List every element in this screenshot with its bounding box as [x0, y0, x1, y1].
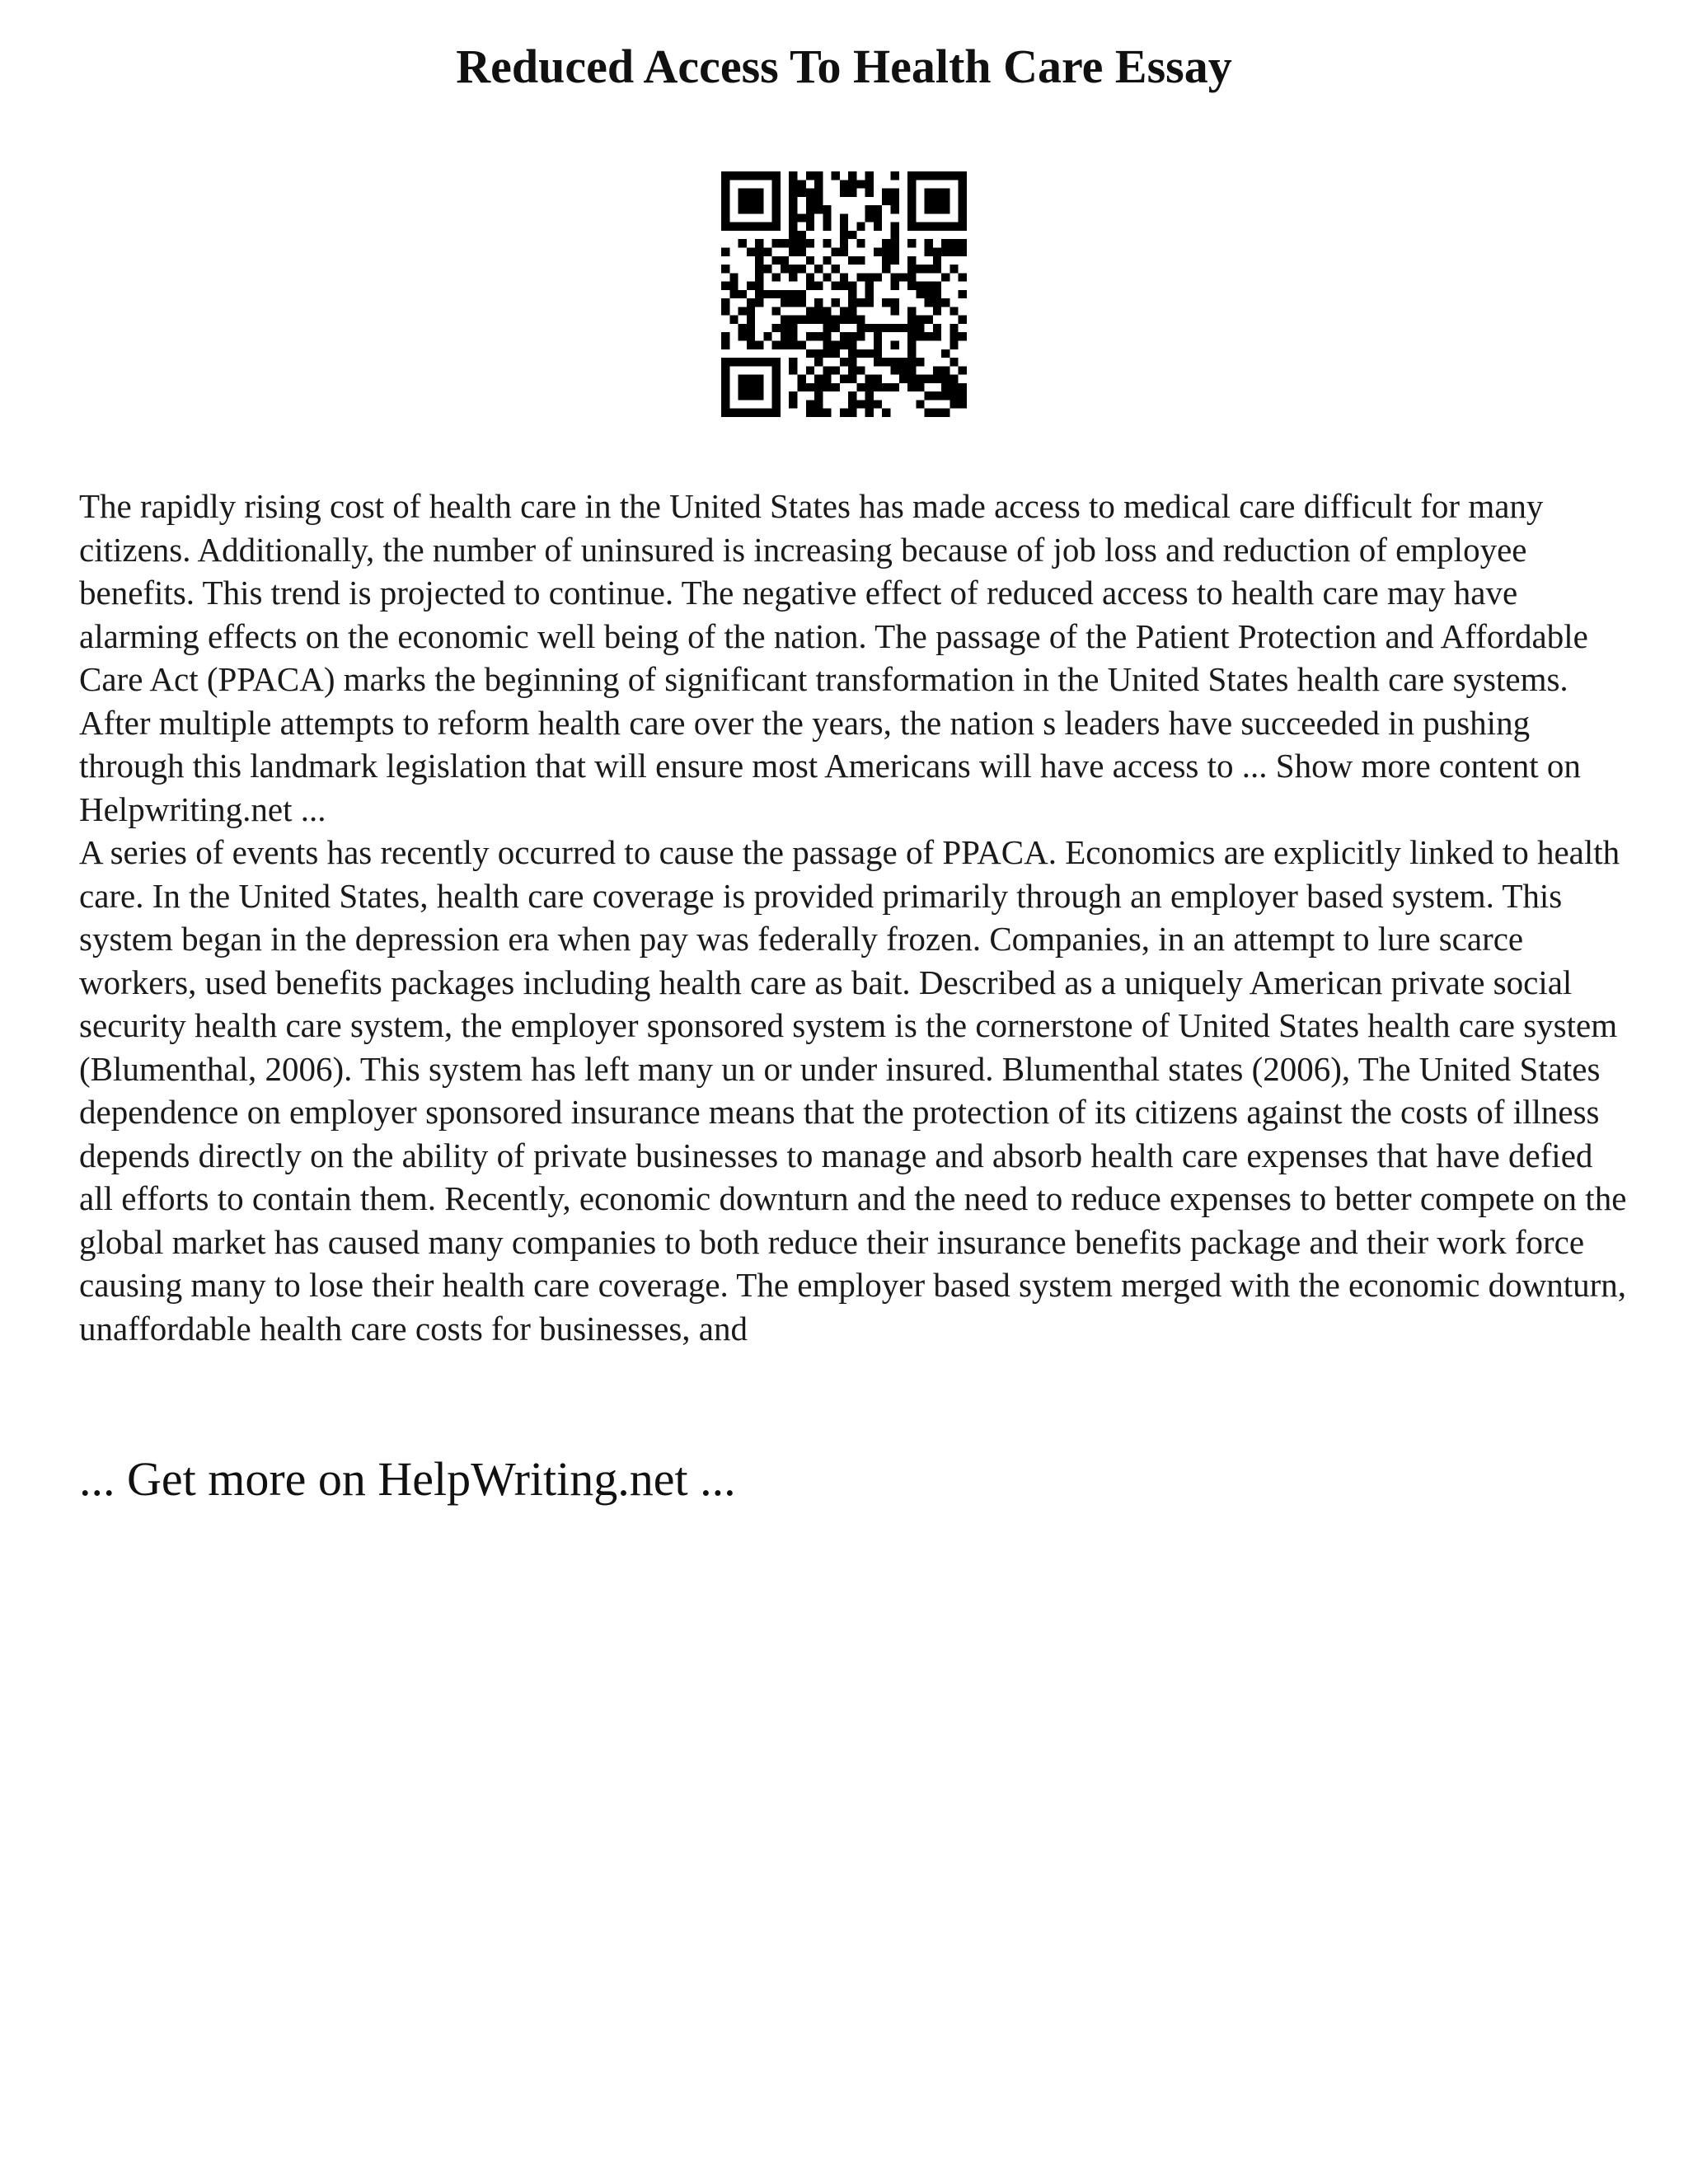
essay-paragraph-1: The rapidly rising cost of health care in the United States has made access to medical care difficult for many citizens. Additionally, the number of uninsured is increasing because of job loss and reduction of employee benefits. This trend is projected to continue. The negative effect of reduced access to health care may have alarming effects on the economic well being of the nation. The passage of the Patient Protection and Affordable Care Act (PPACA) marks the beginning of significant transformation in the United States health care systems. After multiple attempts to reform health care over the years, the nation s leaders have succeeded in pushing through this landmark legislation that will ensure most Americans will have access to ... Show more content on Helpwriting.net ... [79, 487, 1588, 828]
essay-body [79, 485, 1629, 1350]
qr-code-icon [721, 171, 967, 417]
essay-paragraph-2: A series of events has recently occurred to cause the passage of PPACA. Economics are explicitly linked to health care. In the United States, health care coverage is provided primarily through an employer based system. This system began in the depression era when pay was federally frozen. Companies, in an attempt to lure scarce workers, used benefits packages including health care as bait. Described as a uniquely American private social security health care system, the employer sponsored system is the cornerstone of United States health care system (Blumenthal, 2006). This system has left many un or under insured. Blumenthal states (2006), The United States dependence on employer sponsored insurance means that the protection of its citizens against the costs of illness depends directly on the ability of private businesses to manage and absorb health care expenses that have defied all efforts to contain them. Recently, economic downturn and the need to reduce expenses to better compete on the global market has caused many companies to both reduce their insurance benefits package and their work force causing many to lose their health care coverage. The employer based system merged with the economic downturn, unaffordable health care costs for businesses, and [79, 833, 1627, 1347]
page-title: Reduced Access To Health Care Essay [456, 40, 1232, 93]
get-more-link[interactable]: ... Get more on HelpWriting.net ... [79, 1452, 736, 1506]
